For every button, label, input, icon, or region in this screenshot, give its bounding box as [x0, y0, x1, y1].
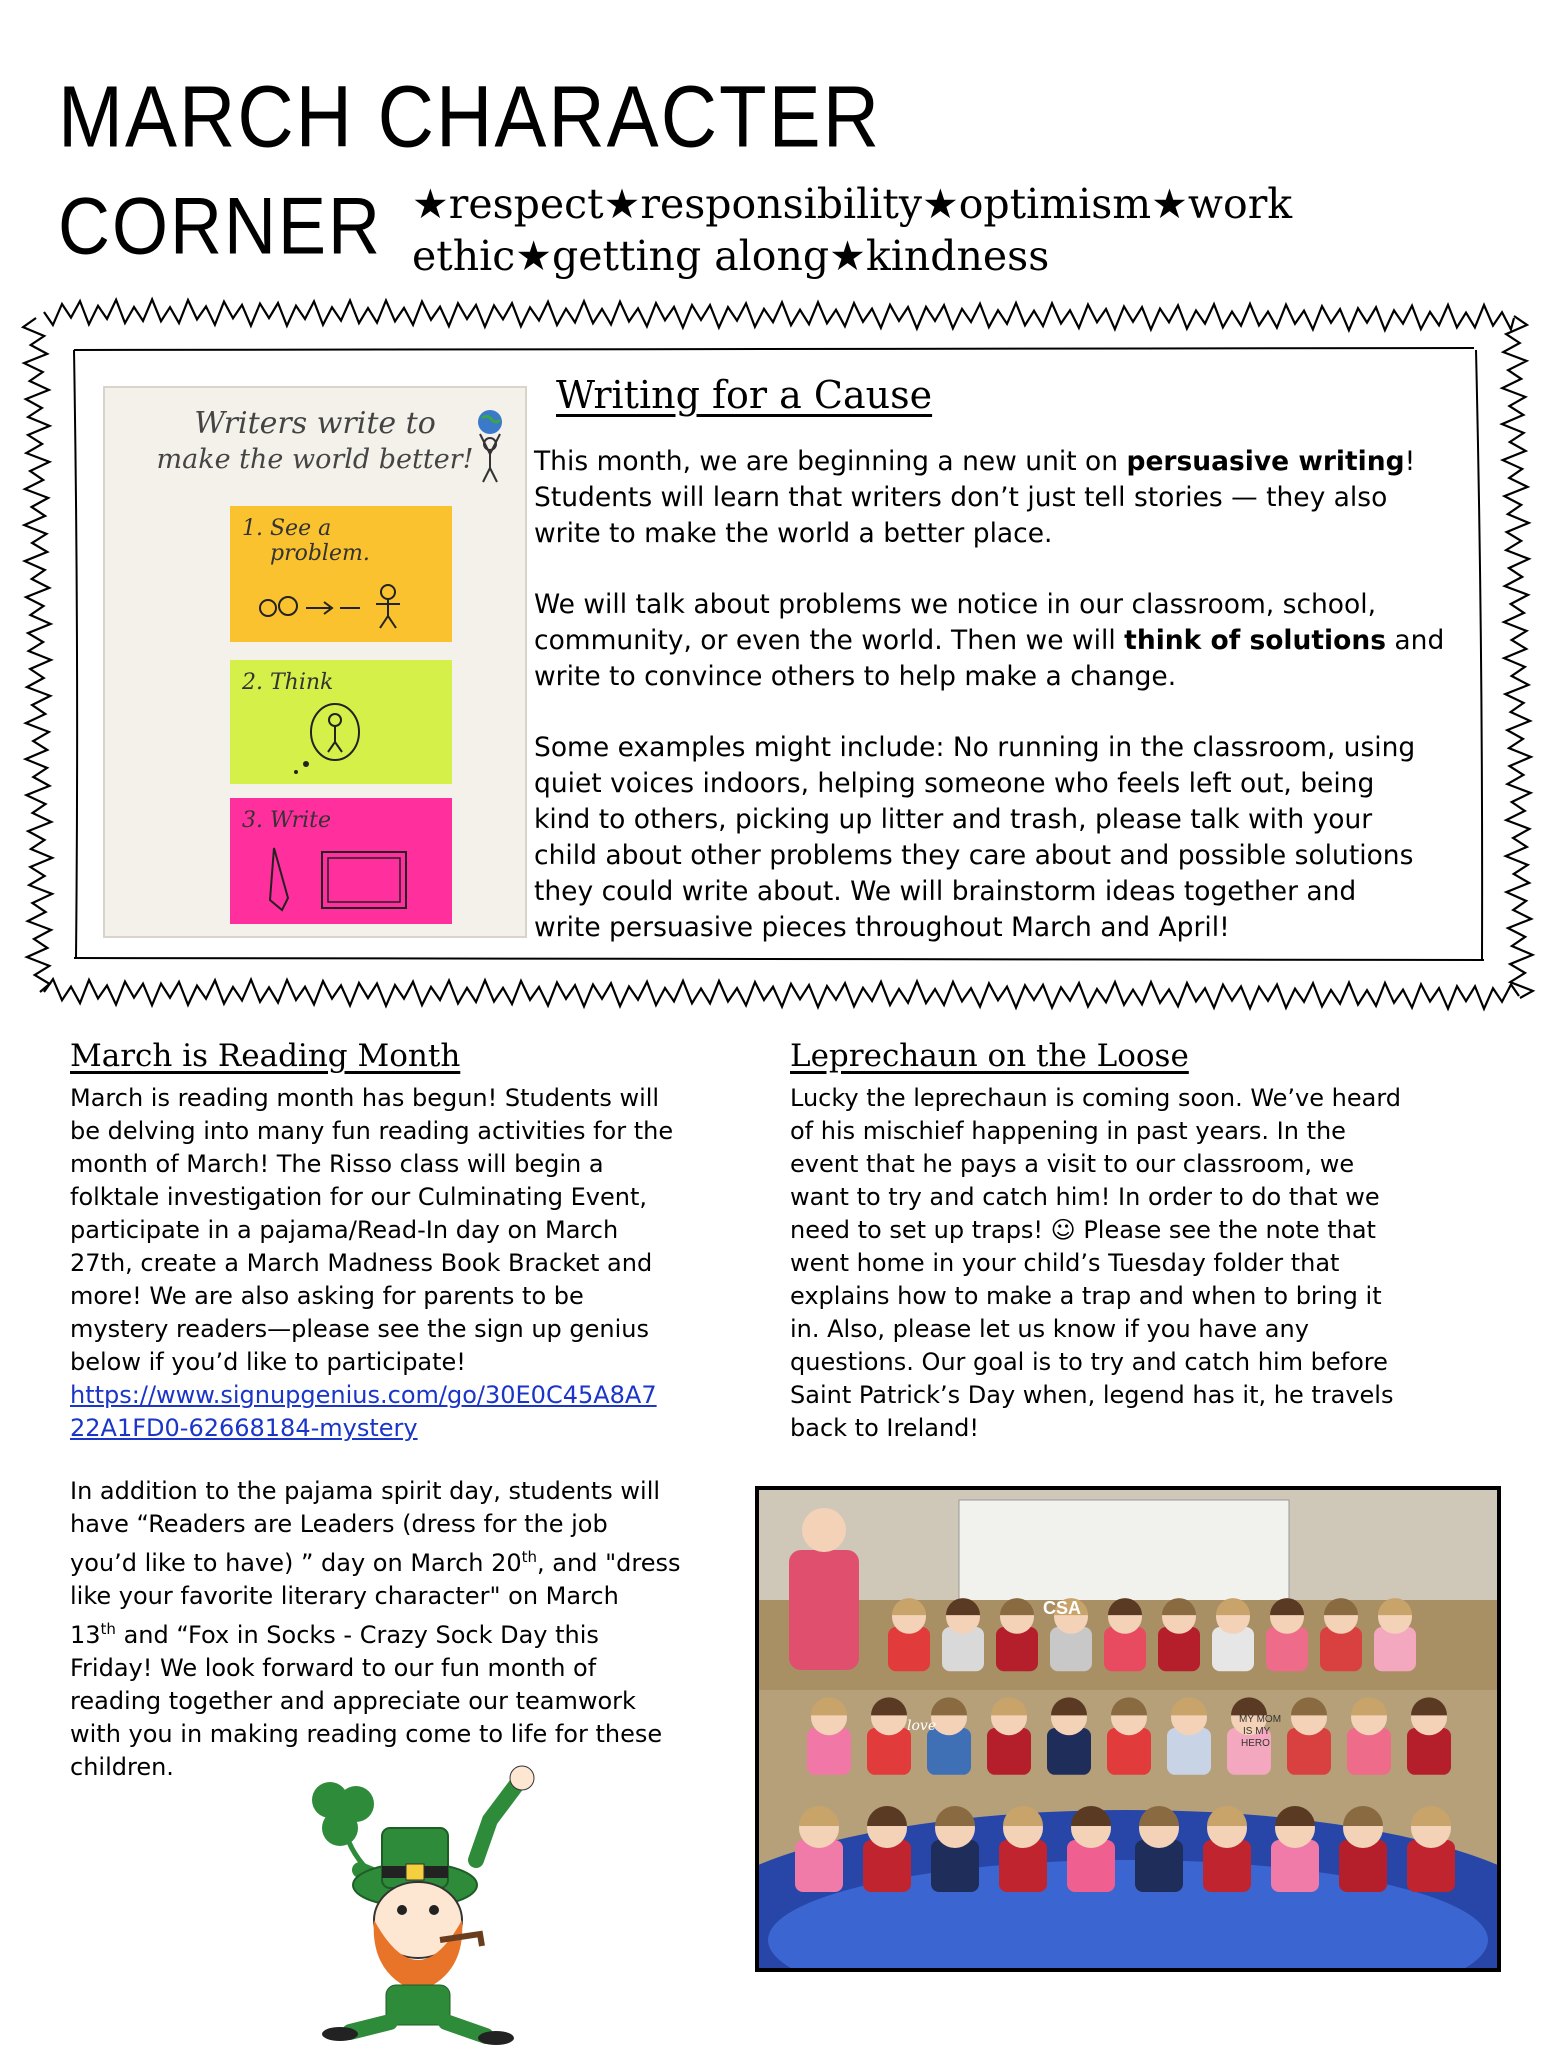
writing-p3-line: write persuasive pieces throughout March and April! — [534, 912, 1230, 943]
child-hair — [1051, 1697, 1087, 1715]
reading-p2-line: with you in making reading come to life for these — [70, 1720, 663, 1748]
link-line2[interactable]: 22A1FD0-62668184-mystery — [70, 1414, 418, 1442]
problem-sketch-icon — [250, 580, 420, 630]
traits-line1: ★respect★responsibility★optimism★work — [412, 180, 1293, 228]
reading-line: participate in a pajama/Read-In day on March — [70, 1216, 619, 1244]
child-hair — [1003, 1806, 1043, 1826]
step-1-text-line2: problem. — [270, 541, 370, 566]
leprechaun-line: want to try and catch him! In order to do that we — [790, 1183, 1380, 1211]
reading-line: below if you’d like to participate! — [70, 1348, 466, 1376]
leprechaun-line: need to set up traps! ☺ Please see the note that — [790, 1216, 1376, 1244]
shirt-love-text: love — [907, 1718, 937, 1734]
writing-p3-line: quiet voices indoors, helping someone who feels left out, being — [534, 768, 1375, 799]
reading-p2-line: reading together and appreciate our teamwork — [70, 1687, 636, 1715]
reading-line: folktale investigation for our Culminating Event, — [70, 1183, 648, 1211]
child-hair — [1139, 1806, 1179, 1826]
class-photo — [755, 1486, 1501, 1972]
child-hair — [1171, 1697, 1207, 1715]
child-hair — [991, 1697, 1027, 1715]
shirt-mom-line2: IS MY — [1243, 1726, 1271, 1737]
child-hair — [1231, 1697, 1267, 1715]
reading-p2-line: Friday! We look forward to our fun month of — [70, 1654, 597, 1682]
reading-p2-line5: 13 — [70, 1621, 101, 1649]
writing-p2-line1: We will talk about problems we notice in our classroom, school, — [534, 589, 1377, 620]
leprechaun-clipart — [290, 1760, 550, 2045]
traits-line2: ethic★getting along★kindness — [412, 232, 1050, 280]
globe-stick-figure-icon — [465, 408, 515, 488]
link-line1[interactable]: https://www.signupgenius.com/go/30E0C45A8A7 — [70, 1381, 657, 1409]
reading-line: more! We are also asking for parents to be — [70, 1282, 584, 1310]
reading-line: 27th, create a March Madness Book Bracket and — [70, 1249, 653, 1277]
reading-p2-line: children. — [70, 1753, 174, 1781]
teacher-figure — [789, 1550, 859, 1670]
leprechaun-line: in. Also, please let us know if you have any — [790, 1315, 1309, 1343]
writing-p1-line2: Students will learn that writers don’t just tell stories — they also — [534, 482, 1388, 513]
writing-p1-line3: write to make the world a better place. — [534, 518, 1053, 549]
reading-line: month of March! The Risso class will begin a — [70, 1150, 604, 1178]
reading-p2-line3: you’d like to have) ” day on March 20 — [70, 1549, 522, 1577]
reading-p2-line3-end: , and "dress — [537, 1549, 681, 1577]
leprechaun-section-title: Leprechaun on the Loose — [790, 1038, 1189, 1074]
leprechaun-line: Saint Patrick’s Day when, legend has it, he travels — [790, 1381, 1394, 1409]
thinking-bubble-icon — [280, 696, 370, 780]
leprechaun-line: of his mischief happening in past years. In the — [790, 1117, 1346, 1145]
writing-section-title: Writing for a Cause — [556, 373, 933, 417]
child-hair — [1291, 1697, 1327, 1715]
page-title-line1: MARCH CHARACTER — [58, 66, 882, 166]
leprechaun-line: back to Ireland! — [790, 1414, 980, 1442]
writing-p3-line: child about other problems they care about and possible solutions — [534, 840, 1414, 871]
leprechaun-paragraph — [790, 1082, 1510, 1445]
page-title-line2: CORNER — [58, 182, 383, 272]
writing-p3-line: kind to others, picking up litter and trash, please talk with your — [534, 804, 1373, 835]
child-hair — [1411, 1806, 1451, 1826]
child-hair — [1343, 1806, 1383, 1826]
character-traits — [412, 178, 1412, 282]
persuasive-writing-bold: persuasive writing — [1126, 446, 1405, 477]
child-hair — [935, 1806, 975, 1826]
step-1-text-line1: 1. See a — [242, 516, 332, 541]
writing-p3-line: Some examples might include: No running in the classroom, using — [534, 732, 1416, 763]
anchor-heading-line2: make the world better! — [156, 444, 474, 475]
reading-section-title: March is Reading Month — [70, 1038, 461, 1074]
writing-paragraph-3 — [534, 730, 1459, 946]
child-hair — [931, 1697, 967, 1715]
writing-p3-line: they could write about. We will brainstorm ideas together and — [534, 876, 1357, 907]
writing-p2-line3: write to convince others to help make a change. — [534, 661, 1177, 692]
child-hair — [871, 1697, 907, 1715]
think-of-solutions-bold: think of solutions — [1124, 625, 1386, 656]
step-1-label — [242, 516, 370, 566]
writing-p1-text: This month, we are beginning a new unit on — [534, 446, 1127, 477]
anchor-heading-line1: Writers write to — [194, 406, 436, 441]
step-2-label: 2. Think — [242, 670, 334, 695]
writing-paragraph-2 — [534, 587, 1459, 695]
child-hair — [1071, 1806, 1111, 1826]
child-hair — [811, 1697, 847, 1715]
step-1-note — [230, 506, 452, 642]
step-3-label: 3. Write — [242, 808, 332, 833]
reading-p2-line: In addition to the pajama spirit day, students will — [70, 1477, 661, 1505]
child-hair — [799, 1806, 839, 1826]
leprechaun-line: Lucky the leprechaun is coming soon. We’ve heard — [790, 1084, 1402, 1112]
child-hair — [1207, 1806, 1247, 1826]
writing-p2-line2: community, or even the world. Then we will — [534, 625, 1125, 656]
writing-p1-end: ! — [1404, 446, 1416, 477]
shirt-mom-line3: HERO — [1241, 1738, 1270, 1749]
reading-p2-line: like your favorite literary character" on March — [70, 1582, 619, 1610]
reading-p2-line5-end: and “Fox in Socks - Crazy Sock Day this — [115, 1621, 599, 1649]
signup-genius-link[interactable] — [70, 1379, 750, 1445]
shamrock-icon — [312, 1782, 374, 1870]
reading-line: mystery readers—please see the sign up genius — [70, 1315, 650, 1343]
child-hair — [1275, 1806, 1315, 1826]
teacher-head — [802, 1508, 846, 1552]
ordinal-suffix: th — [100, 1620, 116, 1638]
leprechaun-line: event that he pays a visit to our classroom, we — [790, 1150, 1355, 1178]
reading-p2-line: have “Readers are Leaders (dress for the job — [70, 1510, 608, 1538]
reading-line: March is reading month has begun! Students will — [70, 1084, 660, 1112]
reading-paragraph-2 — [70, 1475, 750, 1784]
ordinal-suffix: th — [521, 1548, 538, 1566]
writing-p2-line2-end: and — [1385, 625, 1445, 656]
leprechaun-line: went home in your child’s Tuesday folder that — [790, 1249, 1340, 1277]
step-2-note — [230, 660, 452, 784]
child-hair — [867, 1806, 907, 1826]
shirt-csa-text: CSA — [1043, 1598, 1082, 1618]
class-photo-illustration — [759, 1490, 1497, 1968]
child-hair — [1351, 1697, 1387, 1715]
leprechaun-line: explains how to make a trap and when to bring it — [790, 1282, 1382, 1310]
child-hair — [1411, 1697, 1447, 1715]
writing-paragraph-1 — [534, 444, 1459, 552]
step-3-note — [230, 798, 452, 924]
shirt-mom-line1: MY MOM — [1239, 1714, 1282, 1725]
reading-line: be delving into many fun reading activities for the — [70, 1117, 674, 1145]
anchor-chart-photo — [105, 388, 525, 936]
pencil-paper-icon — [260, 838, 430, 918]
child-hair — [1111, 1697, 1147, 1715]
leprechaun-line: questions. Our goal is to try and catch him before — [790, 1348, 1388, 1376]
reading-paragraph-1 — [70, 1082, 750, 1445]
